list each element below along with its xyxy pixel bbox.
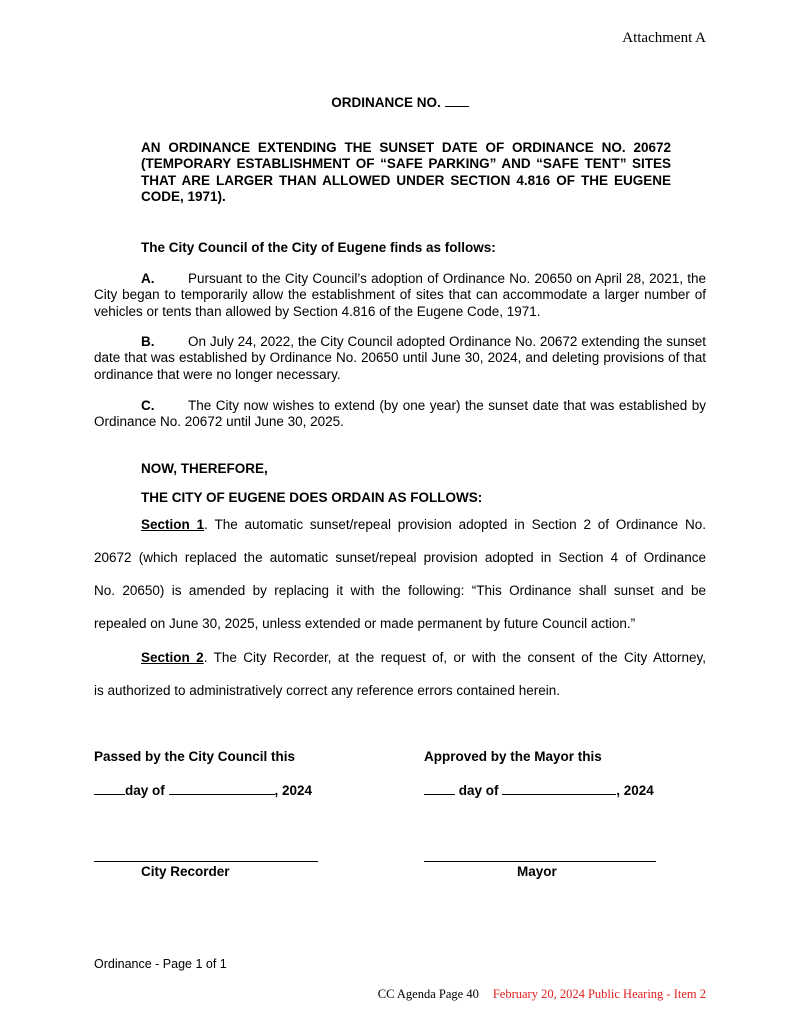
- finding-a-letter: A.: [141, 271, 155, 286]
- ordinance-title: AN ORDINANCE EXTENDING THE SUNSET DATE OF ORDINANCE NO. 20672 (TEMPORARY ESTABLISHMENT OF “SAFE PARKING” AND “SAFE TENT” SITES THAT ARE LARGER THAN ALLOWED UNDER SECTION 4.816 OF THE EUGENE CODE, 1971).: [141, 140, 671, 204]
- section-1-line: No. 20650) is amended by replacing it with the following: “This Ordinance shall sunset and be: [94, 583, 706, 598]
- approved-by-mayor: Approved by the Mayor this: [424, 749, 602, 764]
- mayor-signature-line: [424, 861, 656, 862]
- section-1-line: 20672 (which replaced the automatic sunset/repeal provision adopted in Section 4 of Ordinance: [94, 550, 706, 565]
- attachment-label: Attachment A: [622, 30, 706, 46]
- section-1-line: repealed on June 30, 2025, unless extended or made permanent by future Council action.”: [94, 616, 636, 631]
- section-1-text: . The automatic sunset/repeal provision adopted in Section 2 of Ordinance No.: [204, 517, 706, 532]
- passed-by-council: Passed by the City Council this: [94, 749, 296, 764]
- mayor-year: , 2024: [616, 783, 654, 798]
- ordain-heading: THE CITY OF EUGENE DOES ORDAIN AS FOLLOWS:: [141, 490, 483, 505]
- council-year: , 2024: [274, 783, 313, 798]
- page-number-footer: Ordinance - Page 1 of 1: [94, 957, 227, 971]
- ordinance-number-heading: [0, 94, 800, 110]
- finding-a: [94, 271, 706, 320]
- section-1-line: [94, 517, 706, 532]
- findings-intro: The City Council of the City of Eugene finds as follows:: [141, 240, 496, 255]
- section-2-line: [94, 650, 706, 665]
- agenda-footer: [378, 987, 706, 1002]
- finding-b-letter: B.: [141, 334, 155, 349]
- council-day-of: day of: [125, 783, 165, 798]
- council-month-blank: [169, 782, 275, 795]
- council-day-blank: [94, 782, 125, 795]
- section-2-line: is authorized to administratively correct any reference errors contained herein.: [94, 683, 560, 698]
- mayor-label: Mayor: [517, 864, 557, 879]
- section-2-text: . The City Recorder, at the request of, or with the consent of the City Attorney,: [203, 650, 706, 665]
- finding-b-text: On July 24, 2022, the City Council adopted Ordinance No. 20672 extending the sunset date that was established by Ordinance No. 20650 until June 30, 2024, and deleting provisions of that ordinance that were no longer necessary.: [94, 334, 706, 382]
- mayor-month-blank: [502, 782, 616, 795]
- city-recorder-label: City Recorder: [141, 864, 230, 879]
- agenda-page: CC Agenda Page 40: [377, 987, 479, 1001]
- mayor-day-of: day of: [455, 783, 499, 798]
- finding-c-letter: C.: [141, 398, 155, 413]
- finding-a-text: Pursuant to the City Council’s adoption of Ordinance No. 20650 on April 28, 2021, the City began to temporarily allow the establishment of sites that can accommodate a larger number of vehicles or tents than allowed by Section 4.816 of the Eugene Code, 1971.: [94, 271, 706, 319]
- section-2-heading: Section 2: [141, 650, 204, 665]
- council-date-line: [94, 782, 312, 798]
- ordinance-number-blank: [445, 94, 469, 107]
- finding-b: [94, 334, 706, 383]
- finding-c-text: The City now wishes to extend (by one year) the sunset date that was established by Ordinance No. 20672 until June 30, 2025.: [94, 398, 706, 430]
- ordinance-number-label: ORDINANCE NO.: [331, 95, 441, 110]
- section-1-heading: Section 1: [141, 517, 205, 532]
- mayor-day-blank: [424, 782, 455, 795]
- mayor-date-line: [424, 782, 654, 798]
- finding-c: [94, 398, 706, 431]
- now-therefore: NOW, THEREFORE,: [141, 461, 268, 476]
- recorder-signature-line: [94, 861, 318, 862]
- public-hearing-label: February 20, 2024 Public Hearing - Item 2: [492, 987, 706, 1001]
